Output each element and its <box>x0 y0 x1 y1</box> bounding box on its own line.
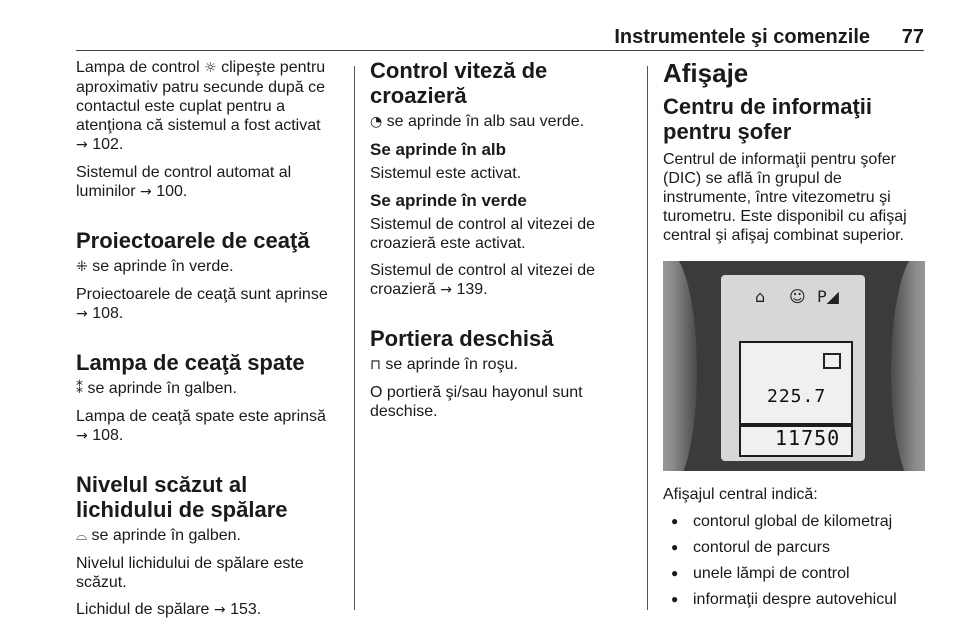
washer-fluid-ref-paragraph: Lichidul de spălare → 153. <box>76 601 262 618</box>
cruise-control-line: ◔ se aprinde în alb sau verde. <box>370 113 585 130</box>
column-1 <box>76 58 340 628</box>
cruise-control-icon: ◔ <box>370 114 383 130</box>
page-ref-arrow-icon: → <box>440 282 452 298</box>
tachometer-ring <box>891 261 925 471</box>
green-heading: Se aprinde în verde <box>370 191 527 210</box>
speedometer-ring <box>663 261 697 471</box>
fog-lights-line: ⁜ se aprinde în verde. <box>76 258 234 275</box>
door-open-line: ⊓ se aprinde în roşu. <box>370 356 518 373</box>
page-ref[interactable]: 108. <box>92 427 124 444</box>
park-assist-icon: P◢ <box>817 287 839 306</box>
washer-fluid-icon: ⌓ <box>76 528 88 544</box>
column-2 <box>370 58 636 429</box>
door-open-heading: Portiera deschisă <box>370 326 554 351</box>
page-header <box>76 26 924 52</box>
list-item: ● unele lămpi de control <box>663 564 925 583</box>
page-ref[interactable]: 102. <box>92 136 124 153</box>
list-item: ● contorul global de kilometraj <box>663 512 925 531</box>
white-paragraph: Sistemul este activat. <box>370 165 522 182</box>
auto-light-paragraph: Lampa de control ☼ clipeşte pentru aproximativ patru secunde după ce contactul este cuplat pentru a atenţiona că sistemul a fost activat → 102. <box>76 59 326 153</box>
column-divider-2 <box>647 66 648 610</box>
dic-heading: Centru de informaţii pentru şofer <box>663 94 873 144</box>
central-display-list <box>663 512 925 609</box>
odometer-value: 11750 <box>775 426 841 450</box>
auto-light-icon: ☼ <box>204 60 217 76</box>
manual-icon <box>823 353 841 369</box>
page-ref[interactable]: 153. <box>230 601 262 618</box>
column-divider-1 <box>354 66 355 610</box>
green-ref-paragraph: Sistemul de control al vitezei de croazieră → 139. <box>370 262 595 298</box>
header-rule <box>76 50 924 51</box>
rear-fog-heading: Lampa de ceaţă spate <box>76 350 305 375</box>
page-ref-arrow-icon: → <box>213 602 226 618</box>
airbag-icon: ☺ <box>789 287 806 306</box>
cruise-control-heading: Control viteză de croazieră <box>370 58 548 108</box>
page-ref[interactable]: 139. <box>456 281 488 298</box>
auto-light-system-paragraph: Sistemul de control automat al luminilor → 100. <box>76 164 292 200</box>
trip-odometer-value: 225.7 <box>767 386 827 407</box>
page-ref-arrow-icon: → <box>76 428 88 444</box>
page-ref[interactable]: 108. <box>92 305 124 322</box>
dic-paragraph: Centrul de informaţii pentru şofer (DIC) se află în grupul de instrumente, între vitezometru şi turometru. Este disponibil cu afişaj central şi afişaj combinat superior. <box>663 151 907 244</box>
rear-fog-light-icon: ⁑ <box>76 381 83 397</box>
green-paragraph: Sistemul de control al vitezei de croazieră este activat. <box>370 216 595 252</box>
displays-heading: Afişaje <box>663 58 749 88</box>
instrument-cluster-photo <box>663 261 925 471</box>
page-ref[interactable]: 100. <box>156 183 188 200</box>
page-ref-arrow-icon: → <box>140 184 152 200</box>
washer-fluid-line: ⌓ se aprinde în galben. <box>76 527 241 544</box>
front-fog-light-icon: ⁜ <box>76 259 88 275</box>
rear-fog-paragraph: Lampa de ceaţă spate este aprinsă → 108. <box>76 408 326 444</box>
rear-fog-line: ⁑ se aprinde în galben. <box>76 380 237 397</box>
washer-fluid-paragraph: Nivelul lichidului de spălare este scăzut. <box>76 555 304 591</box>
central-display-intro: Afişajul central indică: <box>663 486 818 503</box>
car-icon: ⌂ <box>755 287 766 306</box>
page-ref-arrow-icon: → <box>76 137 88 153</box>
page-ref-arrow-icon: → <box>76 306 88 322</box>
list-item: ● informaţii despre autovehicul <box>663 590 925 609</box>
door-open-icon: ⊓ <box>370 357 381 373</box>
door-open-paragraph: O portieră şi/sau hayonul sunt deschise. <box>370 384 583 420</box>
washer-fluid-heading: Nivelul scăzut al lichidului de spălare <box>76 472 288 522</box>
list-item: ● contorul de parcurs <box>663 538 925 557</box>
fog-lights-heading: Proiectoarele de ceaţă <box>76 228 310 253</box>
column-3 <box>663 58 925 616</box>
page-number: 77 <box>901 26 924 48</box>
fog-lights-paragraph: Proiectoarele de ceaţă sunt aprinse → 108. <box>76 286 328 322</box>
white-heading: Se aprinde în alb <box>370 140 507 159</box>
section-title: Instrumentele şi comenzile <box>614 26 870 48</box>
